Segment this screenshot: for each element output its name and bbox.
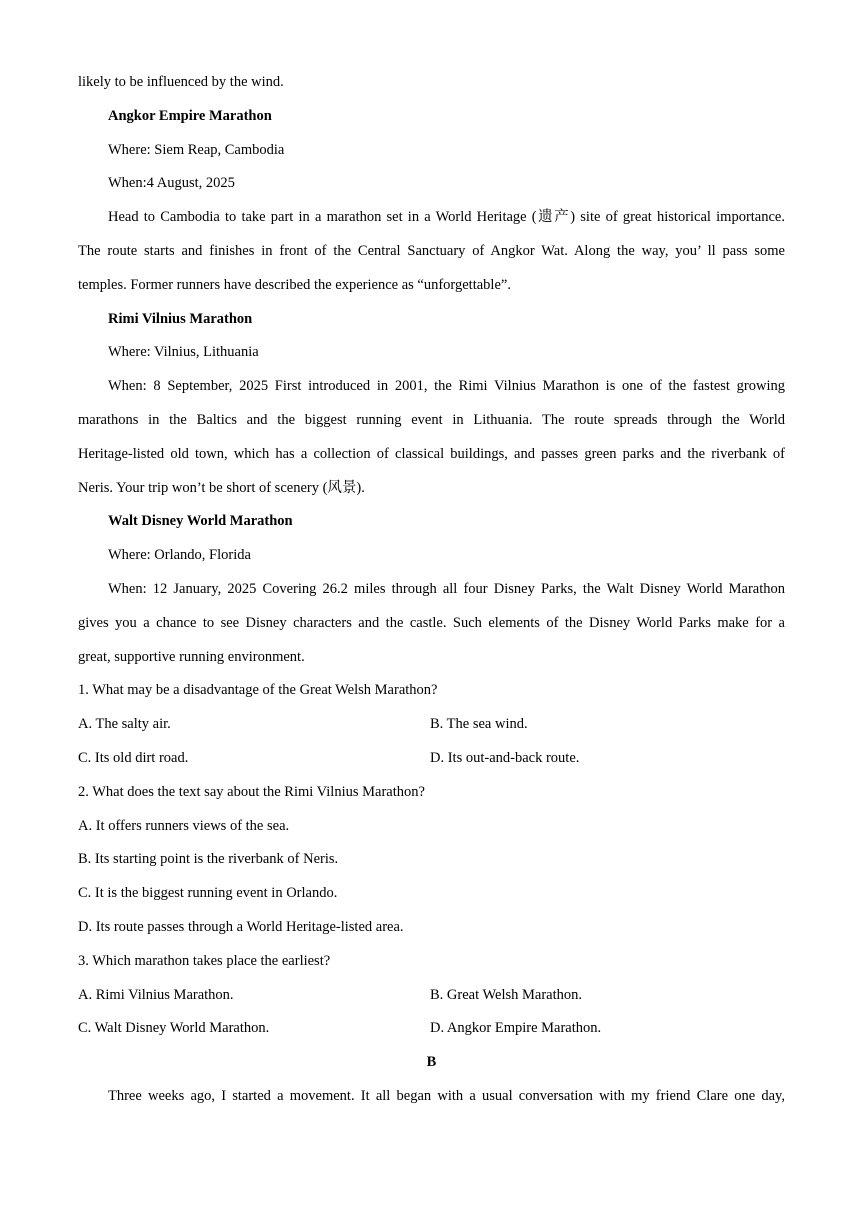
option-c: C. It is the biggest running event in Orlando. [78, 885, 338, 902]
passage-b-paragraph-line: Three weeks ago, I started a movement. It all began with a usual conversation with my friend Clare one day, [108, 1087, 785, 1104]
paragraph-line: likely to be influenced by the wind. [78, 74, 284, 90]
passage-b-heading: B [426, 1054, 437, 1071]
question-1-options-row [78, 708, 785, 742]
option-d: D. Its out-and-back route. [430, 749, 580, 766]
disney-paragraph-line: When: 12 January, 2025 Covering 26.2 miles through all four Disney Parks, the Walt Disney World Marathon [108, 580, 785, 597]
option-d: D. Angkor Empire Marathon. [430, 1020, 602, 1037]
option-b: B. Its starting point is the riverbank of Neris. [78, 851, 339, 868]
option-d: D. Its route passes through a World Heritage-listed area. [78, 918, 404, 935]
angkor-paragraph-line: temples. Former runners have described the experience as “unforgettable”. [78, 276, 511, 293]
section-title-disney: Walt Disney World Marathon [108, 513, 293, 530]
rimi-paragraph-line: Neris. Your trip won’t be short of scenery (风景). [78, 479, 365, 496]
option-c: C. Its old dirt road. [78, 749, 189, 766]
disney-where: Where: Orlando, Florida [108, 547, 251, 564]
angkor-paragraph-line: The route starts and finishes in front of the Central Sanctuary of Angkor Wat. Along the way, you’ ll pass some [78, 242, 785, 259]
question-2-stem: 2. What does the text say about the Rimi Vilnius Marathon? [78, 783, 425, 800]
option-c: C. Walt Disney World Marathon. [78, 1020, 270, 1037]
option-b: B. The sea wind. [430, 716, 528, 733]
option-a: A. It offers runners views of the sea. [78, 817, 290, 834]
question-1-stem: 1. What may be a disadvantage of the Great Welsh Marathon? [78, 682, 438, 699]
question-1-options-row [78, 742, 785, 776]
rimi-paragraph-line: When: 8 September, 2025 First introduced in 2001, the Rimi Vilnius Marathon is one of the fastest growing [108, 378, 785, 395]
option-b: B. Great Welsh Marathon. [430, 986, 582, 1003]
question-3-options-row [78, 1012, 785, 1046]
question-3-stem: 3. Which marathon takes place the earliest? [78, 952, 331, 969]
rimi-paragraph-line: marathons in the Baltics and the biggest running event in Lithuania. The route spreads through the World [78, 411, 785, 428]
question-3-options-row [78, 979, 785, 1013]
angkor-where: Where: Siem Reap, Cambodia [108, 141, 285, 158]
rimi-paragraph-line: Heritage-listed old town, which has a collection of classical buildings, and passes green parks and the riverbank of [78, 445, 785, 462]
rimi-where: Where: Vilnius, Lithuania [108, 344, 259, 361]
section-title-rimi: Rimi Vilnius Marathon [108, 310, 253, 327]
section-title-angkor: Angkor Empire Marathon [108, 107, 272, 124]
disney-paragraph-line: great, supportive running environment. [78, 648, 305, 665]
angkor-when: When:4 August, 2025 [108, 175, 235, 192]
angkor-paragraph-line: Head to Cambodia to take part in a marathon set in a World Heritage (遗产) site of great historical importance. [108, 209, 785, 226]
option-a: A. The salty air. [78, 716, 171, 733]
disney-paragraph-line: gives you a chance to see Disney characters and the castle. Such elements of the Disney World Parks make for a [78, 614, 785, 631]
document-page [78, 66, 785, 1114]
option-a: A. Rimi Vilnius Marathon. [78, 986, 234, 1003]
